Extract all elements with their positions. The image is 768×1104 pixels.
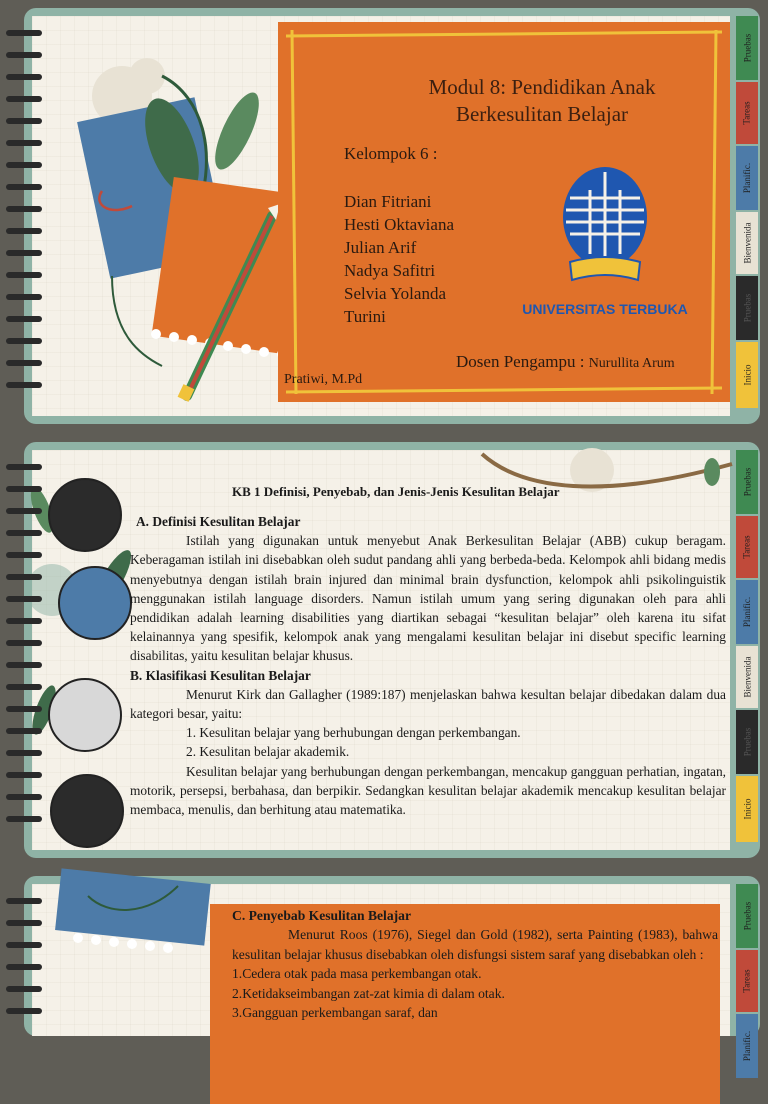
tab-tareas[interactable]: Tareas bbox=[736, 516, 758, 578]
circle-gray bbox=[48, 678, 122, 752]
logo-text: UNIVERSITAS TERBUKA bbox=[522, 301, 688, 317]
member: Selvia Yolanda bbox=[344, 284, 446, 303]
circle-black bbox=[48, 478, 122, 552]
tab-tareas[interactable]: Tareas bbox=[736, 950, 758, 1012]
tab-inicio[interactable]: Inicio bbox=[736, 342, 758, 408]
tab-bienvenida[interactable]: Bienvenida bbox=[736, 646, 758, 708]
slide-paper bbox=[32, 884, 730, 1036]
group-label: Kelompok 6 : bbox=[344, 144, 438, 163]
paragraph: Menurut Roos (1976), Siegel dan Gold (1982), serta Painting (1983), bahwa kesulitan belajar khusus disebabkan oleh disfungsi sistem saraf yang disebabkan oleh : bbox=[232, 927, 718, 962]
slide-2[interactable] bbox=[24, 442, 760, 858]
slide-3[interactable] bbox=[24, 876, 760, 1062]
slide-title: Modul 8: Pendidikan Anak Berkesulitan Belajar bbox=[428, 75, 656, 126]
section-tabs bbox=[736, 16, 758, 416]
section-tabs bbox=[736, 450, 758, 850]
circle-black-2 bbox=[50, 774, 124, 848]
tab-planific[interactable]: Planific. bbox=[736, 1014, 758, 1078]
list-item: 1.Cedera otak pada masa perkembangan otak. bbox=[232, 966, 482, 982]
section-heading: A. Definisi Kesulitan Belajar bbox=[136, 514, 301, 529]
list-item: 3.Gangguan perkembangan saraf, dan bbox=[232, 1005, 438, 1021]
slide-paper bbox=[32, 450, 730, 850]
paragraph: Menurut Kirk dan Gallagher (1989:187) menjelaskan bahwa kesultan belajar dibedakan dalam dua kategori besar, yaitu: bbox=[130, 686, 726, 722]
section-heading: C. Penyebab Kesulitan Belajar bbox=[232, 908, 411, 923]
tab-pruebas-2[interactable]: Pruebas bbox=[736, 276, 758, 340]
member: Nadya Safitri bbox=[344, 261, 436, 280]
spiral-binding bbox=[6, 8, 46, 424]
tab-pruebas[interactable]: Pruebas bbox=[736, 16, 758, 80]
spiral-binding bbox=[6, 442, 46, 858]
section-heading: B. Klasifikasi Kesulitan Belajar bbox=[130, 667, 311, 683]
circle-blue bbox=[58, 566, 132, 640]
tab-inicio[interactable]: Inicio bbox=[736, 776, 758, 842]
blue-paper-decoration bbox=[58, 876, 218, 956]
slide-title: KB 1 Definisi, Penyebab, dan Jenis-Jenis Kesulitan Belajar bbox=[232, 484, 560, 499]
slide-body bbox=[130, 512, 726, 819]
section-tabs bbox=[736, 884, 758, 1062]
tab-planific[interactable]: Planific. bbox=[736, 146, 758, 210]
tab-bienvenida[interactable]: Bienvenida bbox=[736, 212, 758, 274]
tab-planific[interactable]: Planific. bbox=[736, 580, 758, 644]
list-item: 2.Ketidakseimbangan zat-zat kimia di dalam otak. bbox=[232, 985, 505, 1001]
member: Hesti Oktaviana bbox=[344, 215, 454, 234]
slide-1[interactable] bbox=[24, 8, 760, 424]
member: Julian Arif bbox=[344, 238, 417, 257]
tab-pruebas[interactable]: Pruebas bbox=[736, 884, 758, 948]
spiral-binding bbox=[6, 876, 46, 1036]
lecturer-name-cont: Pratiwi, M.Pd bbox=[284, 372, 363, 387]
tab-tareas[interactable]: Tareas bbox=[736, 82, 758, 144]
vine-decoration bbox=[482, 450, 742, 510]
paragraph: Kesulitan belajar yang berhubungan dengan perkembangan, mencakup gangguan perhatian, ingatan, motorik, persepsi, berbahasa, dan berpikir. Sedangkan kesulitan belajar akademik mencakup kesulitan belajar membaca, menulis, dan berhitung atau matematika. bbox=[130, 763, 726, 818]
university-logo bbox=[522, 162, 688, 322]
member: Turini bbox=[344, 307, 386, 326]
list-item: 1. Kesulitan belajar yang berhubungan dengan perkembangan. bbox=[186, 725, 521, 741]
paragraph: Istilah yang digunakan untuk menyebut Anak Berkesulitan Belajar (ABB) cukup beragam. Keberagaman istilah ini disebabkan oleh sudut pandang ahli yang berbeda-beda. Kelompok ahli bidang medis menyebutnya dengan istilah brain injured dan minimal brain dysfunction, kelompok ahli psikolinguistik menggunakan istilah language disorders. Namun istilah umum yang sering digunakan oleh para ahli pendidikan adalah learning disabilities yang diartikan sebagai “kesulitan belajar” oleh karena itu sifat kelainannya yang spesifik, kelompok anak yang mengalami kesulitan belajar ini disebut specific learning disabilitas, yaitu kesulitan belajar khusus. bbox=[130, 533, 726, 664]
member: Dian Fitriani bbox=[344, 192, 432, 211]
slide-paper bbox=[32, 16, 730, 416]
slide-body bbox=[232, 906, 718, 1022]
tab-pruebas-2[interactable]: Pruebas bbox=[736, 710, 758, 774]
lecturer-line: Dosen Pengampu : Nurullita Arum bbox=[456, 352, 675, 371]
list-item: 2. Kesulitan belajar akademik. bbox=[186, 744, 350, 760]
tab-pruebas[interactable]: Pruebas bbox=[736, 450, 758, 514]
members-list bbox=[344, 190, 454, 328]
